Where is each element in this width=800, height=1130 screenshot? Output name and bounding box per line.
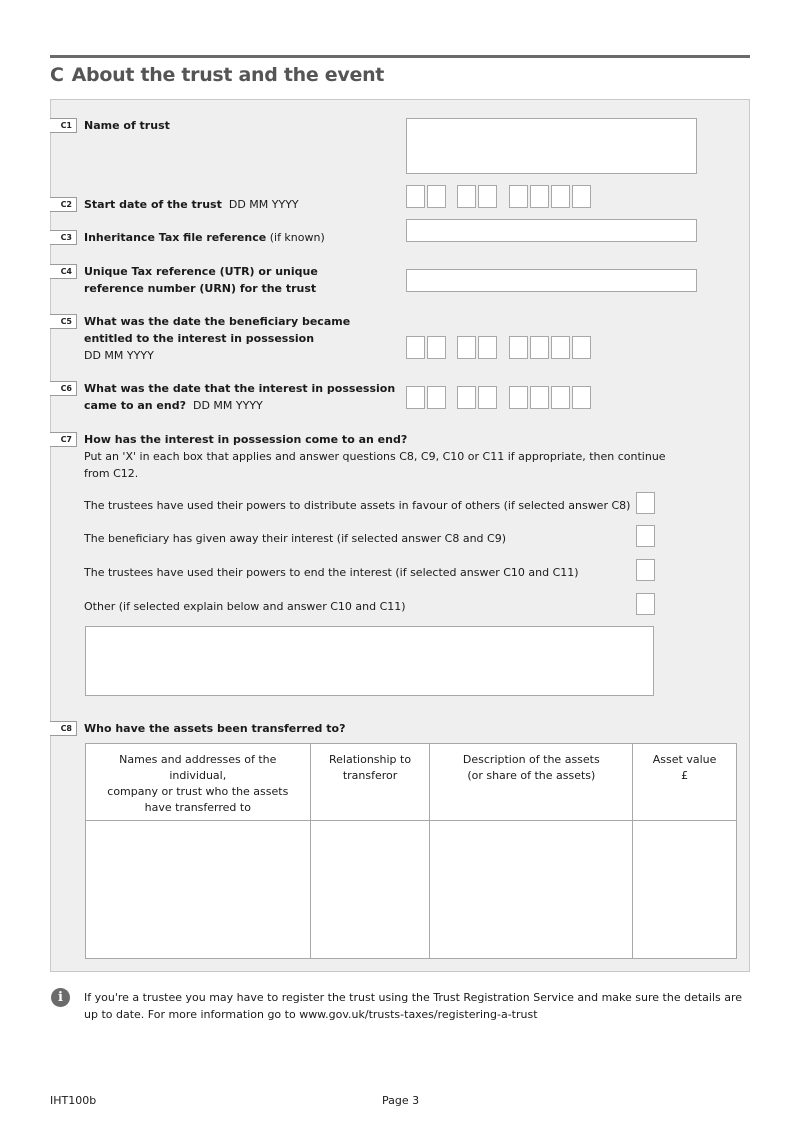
form-code: IHT100b — [50, 1094, 97, 1107]
option-label-given-away: The beneficiary has given away their interest (if selected answer C8 and C9) — [84, 532, 506, 545]
table-row — [86, 821, 737, 959]
question-number-c3: C3 — [50, 230, 77, 245]
relationship-cell[interactable] — [310, 821, 430, 959]
c7-instruction-cont: from C12. — [84, 467, 139, 480]
question-label-c3: Inheritance Tax file reference (if known) — [84, 231, 325, 244]
date-digit-box[interactable] — [551, 386, 570, 409]
info-note: If you're a trustee you may have to register the trust using the Trust Registration Service and make sure the details are up to date. For more information go to www.gov.uk/trusts-taxes/registering-a-trust — [84, 991, 743, 1021]
date-digit-box[interactable] — [551, 336, 570, 359]
date-digit-box[interactable] — [551, 185, 570, 208]
question-number-c8: C8 — [50, 721, 77, 736]
date-digit-box[interactable] — [530, 386, 549, 409]
date-digit-box[interactable] — [478, 386, 497, 409]
question-number-c7: C7 — [50, 432, 77, 447]
date-digit-box[interactable] — [509, 185, 528, 208]
asset-value-cell[interactable] — [633, 821, 737, 959]
date-digit-box[interactable] — [572, 336, 591, 359]
description-cell[interactable] — [430, 821, 633, 959]
column-header-asset-value: Asset value £ — [633, 744, 737, 821]
table-header-row — [86, 744, 737, 821]
date-digit-box[interactable] — [572, 386, 591, 409]
names-addresses-cell[interactable] — [86, 821, 311, 959]
iht-file-reference-field[interactable] — [406, 219, 697, 242]
date-digit-box[interactable] — [457, 386, 476, 409]
question-number-c2: C2 — [50, 197, 77, 212]
page-number: Page 3 — [382, 1094, 420, 1107]
question-label-c2: Start date of the trust DD MM YYYY — [84, 198, 299, 211]
top-rule — [50, 55, 750, 58]
checkbox-end-interest[interactable] — [636, 559, 655, 581]
question-number-c5: C5 — [50, 314, 77, 329]
date-digit-box[interactable] — [530, 336, 549, 359]
question-number-c1: C1 — [50, 118, 77, 133]
question-label-c5: What was the date the beneficiary became entitled to the interest in possession DD MM YYYY — [84, 315, 351, 362]
date-digit-box[interactable] — [572, 185, 591, 208]
column-header-relationship: Relationship to transferor — [310, 744, 430, 821]
utr-urn-field[interactable] — [406, 269, 697, 292]
date-digit-box[interactable] — [457, 185, 476, 208]
checkbox-distribute[interactable] — [636, 492, 655, 514]
date-digit-box[interactable] — [406, 386, 425, 409]
date-digit-box[interactable] — [427, 185, 446, 208]
option-label-distribute: The trustees have used their powers to distribute assets in favour of others (if selected answer C8) — [84, 499, 631, 512]
section-title-text: About the trust and the event — [71, 64, 385, 86]
section-letter: C — [50, 64, 64, 86]
date-digit-box[interactable] — [478, 185, 497, 208]
checkbox-given-away[interactable] — [636, 525, 655, 547]
date-digit-box[interactable] — [509, 386, 528, 409]
date-digit-box[interactable] — [530, 185, 549, 208]
other-explanation-field[interactable] — [85, 626, 654, 696]
question-label-c8: Who have the assets been transferred to? — [84, 722, 346, 735]
option-label-other: Other (if selected explain below and answer C10 and C11) — [84, 600, 406, 613]
info-icon: i — [51, 988, 70, 1007]
trust-name-field[interactable] — [406, 118, 697, 174]
date-digit-box[interactable] — [427, 336, 446, 359]
assets-transferred-table — [85, 743, 737, 959]
section-title — [50, 64, 384, 86]
question-label-c7: How has the interest in possession come to an end? Put an 'X' in each box that applies and answer questions C8, C9, C10 or C11 if appropriate, then continue from C12. — [84, 433, 666, 480]
checkbox-other[interactable] — [636, 593, 655, 615]
date-digit-box[interactable] — [478, 336, 497, 359]
c7-instruction: Put an 'X' in each box that applies and answer questions C8, C9, C10 or C11 if appropriate, then continue — [84, 450, 666, 463]
question-label-c4: Unique Tax reference (UTR) or unique reference number (URN) for the trust — [84, 265, 318, 295]
date-digit-box[interactable] — [406, 185, 425, 208]
date-digit-box[interactable] — [457, 336, 476, 359]
column-header-description: Description of the assets (or share of the assets) — [430, 744, 633, 821]
date-digit-box[interactable] — [406, 336, 425, 359]
date-digit-box[interactable] — [427, 386, 446, 409]
question-number-c6: C6 — [50, 381, 77, 396]
column-header-names-addresses: Names and addresses of the individual, company or trust who the assets have transferred to — [86, 744, 311, 821]
date-digit-box[interactable] — [509, 336, 528, 359]
question-label-c1: Name of trust — [84, 119, 170, 132]
question-label-c6: What was the date that the interest in possession came to an end? DD MM YYYY — [84, 382, 396, 412]
option-label-end-interest: The trustees have used their powers to end the interest (if selected answer C10 and C11) — [84, 566, 579, 579]
question-number-c4: C4 — [50, 264, 77, 279]
